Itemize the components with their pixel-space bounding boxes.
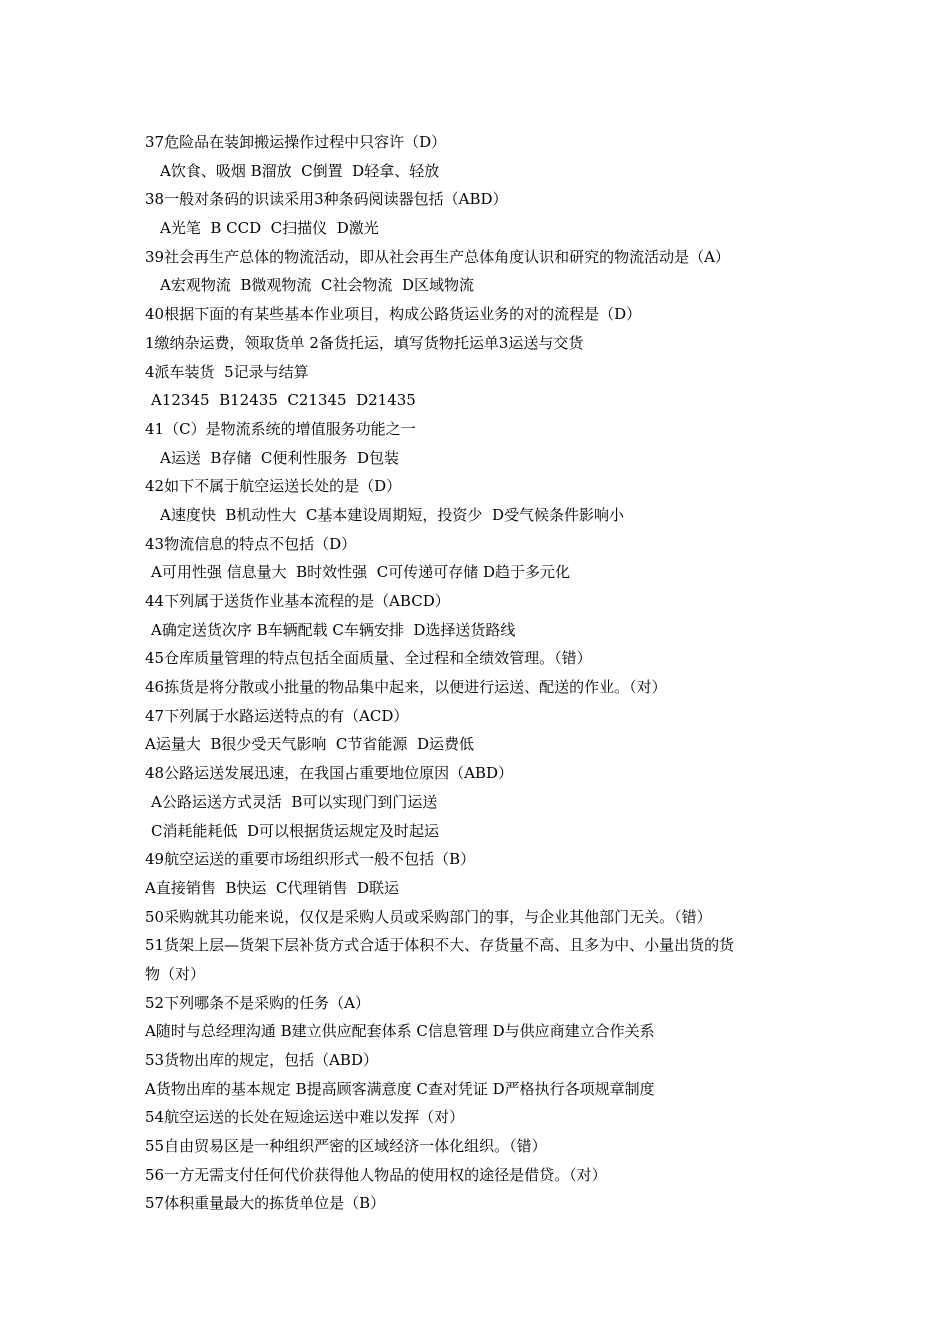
answer-options-line: A12345 B12435 C21345 D21435 [151, 391, 416, 410]
question-line: 47下列属于水路运送特点的有（ACD） [145, 706, 409, 725]
question-line: 4派车装货 5记录与结算 [145, 362, 309, 381]
question-line: 50采购就其功能来说，仅仅是采购人员或采购部门的事，与企业其他部门无关。（错） [145, 907, 712, 926]
question-line: A货物出库的基本规定 B提高顾客满意度 C查对凭证 D严格执行各项规章制度 [145, 1079, 655, 1098]
answer-options-line: A饮食、吸烟 B溜放 C倒置 D轻拿、轻放 [160, 161, 440, 180]
question-line: 37危险品在装卸搬运操作过程中只容许（D） [145, 133, 447, 151]
answer-options-line: A公路运送方式灵活 B可以实现门到门运送 [151, 792, 438, 811]
question-line: 48公路运送发展迅速，在我国占重要地位原因（ABD） [145, 764, 513, 783]
question-line: 54航空运送的长处在短途运送中难以发挥（对） [145, 1108, 465, 1127]
question-line: 45仓库质量管理的特点包括全面质量、全过程和全绩效管理。（错） [145, 649, 592, 668]
question-line: 49航空运送的重要市场组织形式一般不包括（B） [145, 850, 476, 869]
question-line: 44下列属于送货作业基本流程的是（ABCD） [145, 592, 450, 610]
question-line: 56一方无需支付任何代价获得他人物品的使用权的途径是借贷。（对） [145, 1165, 607, 1184]
document-body [145, 128, 825, 1218]
question-line: 51货架上层—货架下层补货方式合适于体积不大、存货量不高、且多为中、小量出货的货 [145, 936, 735, 955]
question-line: 物（对） [145, 964, 206, 983]
question-line: 40根据下面的有某些基本作业项目，构成公路货运业务的对的流程是（D） [145, 305, 642, 324]
question-line: 55自由贸易区是一种组织严密的区域经济一体化组织。（错） [145, 1137, 547, 1156]
answer-options-line: A运送 B存储 C便利性服务 D包装 [160, 448, 399, 467]
question-line: 52下列哪条不是采购的任务（A） [145, 993, 370, 1012]
answer-options-line: A光笔 B CCD C扫描仪 D激光 [160, 219, 379, 238]
answer-options-line: A速度快 B机动性大 C基本建设周期短，投资少 D受气候条件影响小 [160, 505, 624, 524]
question-line: A运量大 B很少受天气影响 C节省能源 D运费低 [145, 735, 474, 754]
answer-options-line: A可用性强 信息量大 B时效性强 C可传递可存储 D趋于多元化 [151, 563, 570, 582]
answer-options-line: A确定送货次序 B车辆配载 C车辆安排 D选择送货路线 [151, 620, 516, 639]
question-line: 43物流信息的特点不包括（D） [145, 534, 357, 553]
question-line: 53货物出库的规定，包括（ABD） [145, 1051, 378, 1069]
question-line: 38一般对条码的识读采用3种条码阅读器包括（ABD） [145, 190, 508, 209]
question-line: 46拣货是将分散或小批量的物品集中起来，以便进行运送、配送的作业。（对） [145, 678, 667, 697]
question-line: 39社会再生产总体的物流活动，即从社会再生产总体角度认识和研究的物流活动是（A） [145, 247, 730, 266]
answer-options-line: A宏观物流 B微观物流 C社会物流 D区域物流 [160, 276, 474, 295]
question-line: 42如下不属于航空运送长处的是（D） [145, 477, 402, 496]
question-line: 57体积重量最大的拣货单位是（B） [145, 1194, 386, 1213]
question-line: 1缴纳杂运费，领取货单 2备货托运，填写货物托运单3运送与交货 [145, 333, 584, 352]
question-line: A随时与总经理沟通 B建立供应配套体系 C信息管理 D与供应商建立合作关系 [145, 1022, 655, 1041]
question-line: A直接销售 B快运 C代理销售 D联运 [145, 878, 399, 897]
answer-options-line: C消耗能耗低 D可以根据货运规定及时起运 [151, 821, 440, 840]
question-line: 41（C）是物流系统的增值服务功能之一 [145, 419, 416, 438]
